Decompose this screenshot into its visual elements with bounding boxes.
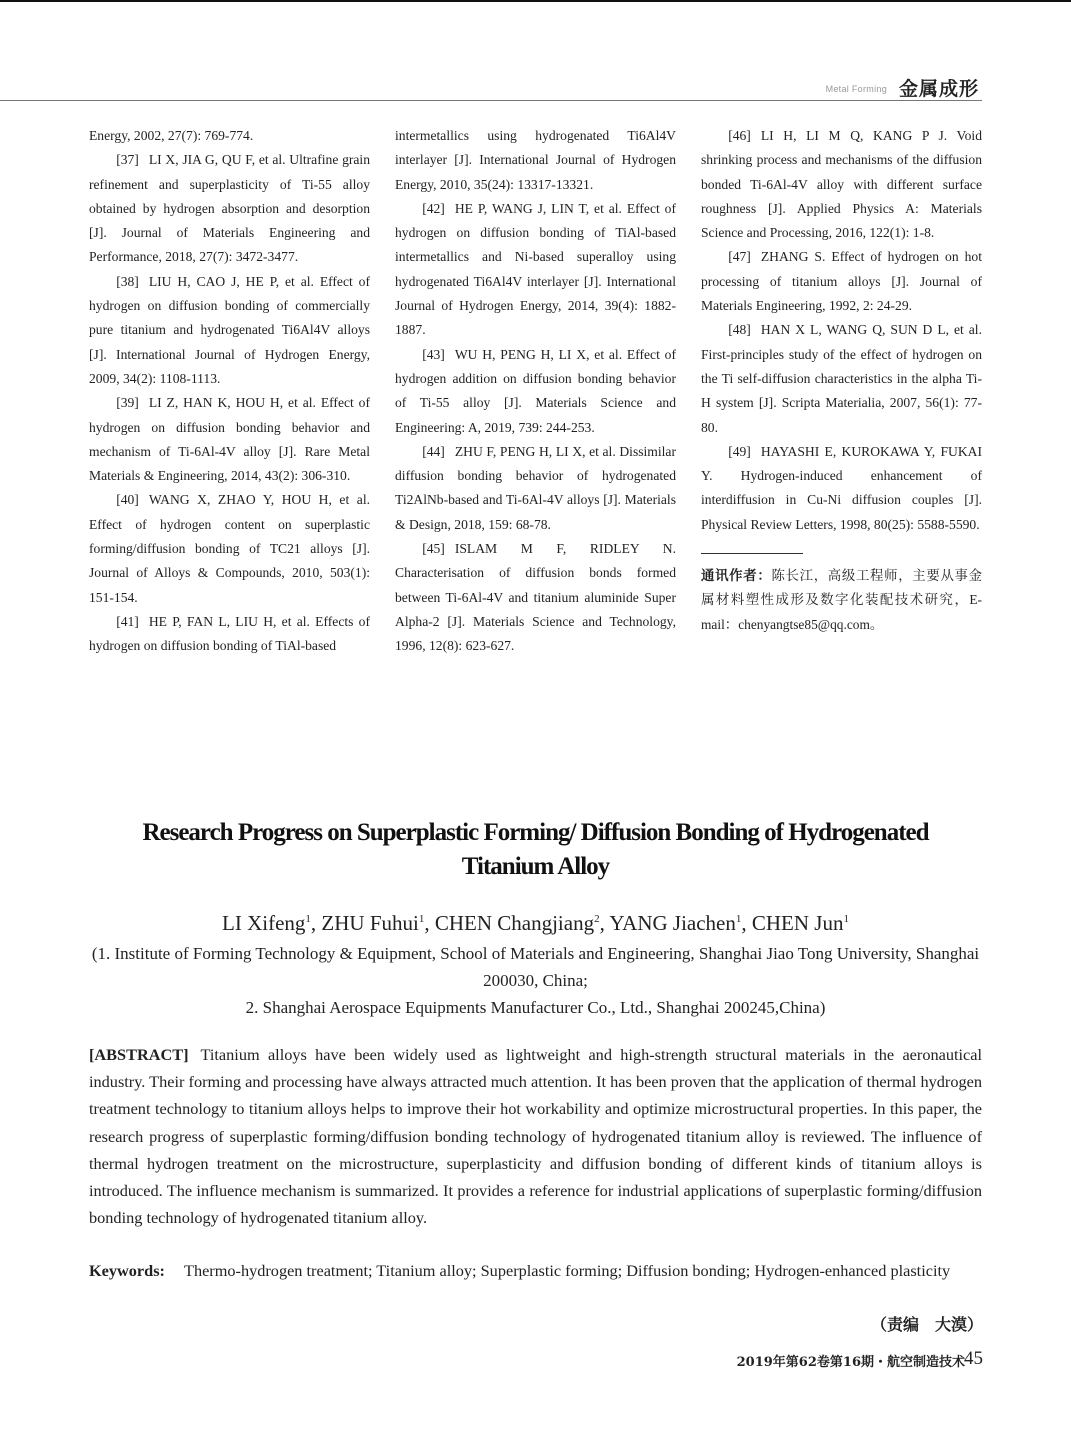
- reference-number: [38]: [116, 273, 139, 289]
- author-affiliation-mark: 1: [735, 913, 742, 925]
- author-name: LI Xifeng: [222, 911, 306, 935]
- reference-item: [701, 318, 982, 439]
- author-list: LI Xifeng$^1$, ZHU Fuhui$^1$, CHEN Changjiang$^2$, YANG Jiachen$^1$, CHEN Jun$^1$: [222, 911, 849, 935]
- reference-column-3: [701, 124, 982, 637]
- author-affiliation-mark: 2: [594, 913, 600, 925]
- affiliation-2: 2. Shanghai Aerospace Equipments Manufacturer Co., Ltd., Shanghai 200245,China): [245, 998, 826, 1017]
- reference-text: WANG X, ZHAO Y, HOU H, et al. Effect of hydrogen content on superplastic forming/diffusion bonding of TC21 alloys [J]. Journal of Alloys & Compounds, 2010, 503(1): 151-154.: [89, 492, 370, 605]
- reference-item: [89, 391, 370, 488]
- header-rule: [0, 100, 982, 101]
- reference-item: [395, 343, 676, 440]
- reference-text: HE P, FAN L, LIU H, et al. Effects of hydrogen on diffusion bonding of TiAl-based: [89, 613, 370, 654]
- reference-number: [37]: [116, 152, 139, 168]
- footer-journal-info: 2019年第62卷第16期・航空制造技术: [736, 1355, 965, 1370]
- reference-text: HAN X L, WANG Q, SUN D L, et al. First-principles study of the effect of hydrogen on the Ti self-diffusion characteristics in the alpha Ti-H system [J]. Scripta Materialia, 2007, 56(1): 77-80.: [701, 322, 982, 435]
- reference-number: [47]: [728, 249, 751, 265]
- reference-item: [701, 245, 982, 318]
- keywords-label: Keywords:: [89, 1261, 165, 1280]
- abstract-label: [ABSTRACT]: [89, 1045, 189, 1064]
- reference-list: [89, 124, 982, 694]
- keywords-text: Thermo-hydrogen treatment; Titanium alloy; Superplastic forming; Diffusion bonding; Hydrogen-enhanced plasticity: [184, 1261, 951, 1280]
- journal-name-en: Metal Forming: [825, 84, 887, 94]
- top-rule: [0, 0, 1071, 2]
- reference-item: [395, 197, 676, 343]
- reference-number: [48]: [728, 322, 751, 338]
- reference-text: ZHU F, PENG H, LI X, et al. Dissimilar diffusion bonding behavior of hydrogenated Ti2AlNb-based and Ti-6Al-4V alloys [J]. Materials & Design, 2018, 159: 68-78.: [395, 443, 676, 532]
- reference-number: [39]: [116, 395, 139, 411]
- keywords: [89, 1258, 982, 1284]
- corresponding-author-note: [701, 564, 982, 637]
- reference-column-2: [395, 124, 676, 659]
- running-header: [0, 72, 1071, 104]
- reference-item: [701, 124, 982, 245]
- reference-text: Energy, 2002, 27(7): 769-774.: [89, 128, 254, 143]
- reference-number: [43]: [422, 346, 445, 362]
- reference-text: LI X, JIA G, QU F, et al. Ultrafine grain refinement and superplasticity of Ti-55 alloy obtained by hydrogen absorption and desorption [J]. Journal of Materials Engineering and Performance, 2018, 27(7): 3472-3477.: [89, 152, 370, 265]
- affiliation-1: (1. Institute of Forming Technology & Equipment, School of Materials and Engineering, Shanghai Jiao Tong University, Shanghai 200030, China;: [91, 944, 980, 990]
- article-title: Research Progress on Superplastic Forming/ Diffusion Bonding of Hydrogenated Titanium Alloy: [142, 819, 929, 880]
- reference-text: LIU H, CAO J, HE P, et al. Effect of hydrogen on diffusion bonding of commercially pure titanium and hydrogenated Ti6Al4V alloys [J]. International Journal of Hydrogen Energy, 2009, 34(2): 1108-1113.: [89, 273, 370, 386]
- page-number: 45: [964, 1348, 983, 1369]
- abstract: [89, 1041, 982, 1231]
- reference-text: LI Z, HAN K, HOU H, et al. Effect of hydrogen on diffusion bonding behavior and mechanism of Ti-6Al-4V alloy [J]. Rare Metal Materials & Engineering, 2014, 43(2): 306-310.: [89, 395, 370, 484]
- reference-item: [395, 124, 676, 197]
- reference-item: [89, 124, 370, 148]
- reference-number: [49]: [728, 443, 751, 459]
- reference-number: [45]: [422, 541, 445, 557]
- author-affiliation-mark: 1: [418, 913, 425, 925]
- corresponding-author-label: 通讯作者：: [701, 568, 772, 584]
- editor-note: （责编 大漠）: [870, 1315, 983, 1334]
- reference-item: [89, 610, 370, 659]
- reference-item: [89, 488, 370, 609]
- reference-item: [701, 440, 982, 537]
- author-name: CHEN Jun: [751, 911, 844, 935]
- abstract-text: Titanium alloys have been widely used as lightweight and high-strength structural materials in the aeronautical industry. Their forming and processing have always attracted much attention. It has been proven that the application of thermal hydrogen treatment technology to titanium alloys helps to improve their hot workability and optimize microstructural properties. In this paper, the research progress of superplastic forming/diffusion bonding technology of hydrogenated titanium alloy is reviewed. The influence of thermal hydrogen treatment on the microstructure, superplasticity and diffusion bonding of different kinds of titanium alloys is introduced. The influence mechanism is summarized. It provides a reference for industrial applications of superplastic forming/diffusion bonding technology of hydrogenated titanium alloy.: [89, 1045, 982, 1228]
- affiliations: [90, 940, 981, 1021]
- reference-number: [46]: [728, 128, 751, 143]
- corresponding-author-text: 陈长江，高级工程师，主要从事金属材料塑性成形及数字化装配技术研究，E-mail：chenyangtse85@qq.com。: [701, 568, 983, 632]
- author-affiliation-mark: 1: [843, 913, 849, 925]
- reference-item: [89, 148, 370, 269]
- author-name: CHEN Changjiang: [434, 911, 595, 935]
- reference-text: HAYASHI E, KUROKAWA Y, FUKAI Y. Hydrogen-induced enhancement of interdiffusion in Cu-Ni diffusion couples [J]. Physical Review Letters, 1998, 80(25): 5588-5590.: [701, 443, 982, 532]
- reference-text: HE P, WANG J, LIN T, et al. Effect of hydrogen on diffusion bonding of TiAl-based intermetallics and Ni-based superalloy using hydrogenated Ti6Al4V interlayer [J]. International Journal of Hydrogen Energy, 2014, 39(4): 1882-1887.: [395, 200, 676, 338]
- author-name: YANG Jiachen: [609, 911, 736, 935]
- reference-text: ISLAM M F, RIDLEY N. Characterisation of diffusion bonds formed between Ti-6Al-4V and titanium aluminide Super Alpha-2 [J]. Materials Science and Technology, 1996, 12(8): 623-627.: [395, 541, 676, 654]
- reference-number: [42]: [422, 200, 445, 216]
- reference-number: [41]: [116, 613, 139, 629]
- footnote-rule: [701, 553, 803, 554]
- author-affiliation-mark: 1: [305, 913, 311, 925]
- reference-item: [395, 440, 676, 537]
- reference-text: WU H, PENG H, LI X, et al. Effect of hydrogen addition on diffusion bonding behavior of Ti-55 alloy [J]. Materials Science and Engineering: A, 2019, 739: 244-253.: [395, 346, 676, 435]
- reference-text: LI H, LI M Q, KANG P J. Void shrinking process and mechanisms of the diffusion bonded Ti-6Al-4V alloy with different surface roughness [J]. Applied Physics A: Materials Science and Processing, 2016, 122(1): 1-8.: [701, 128, 982, 241]
- reference-text: intermetallics using hydrogenated Ti6Al4V interlayer [J]. International Journal of Hydrogen Energy, 2010, 35(24): 13317-13321.: [395, 128, 676, 192]
- reference-number: [44]: [422, 443, 445, 459]
- reference-column-1: [89, 124, 370, 659]
- reference-item: [395, 537, 676, 658]
- journal-name-cn: 金属成形: [898, 78, 979, 100]
- author-name: ZHU Fuhui: [321, 911, 419, 935]
- reference-text: ZHANG S. Effect of hydrogen on hot processing of titanium alloys [J]. Journal of Materials Engineering, 1992, 2: 24-29.: [701, 249, 982, 314]
- reference-item: [89, 270, 370, 391]
- reference-number: [40]: [116, 492, 139, 508]
